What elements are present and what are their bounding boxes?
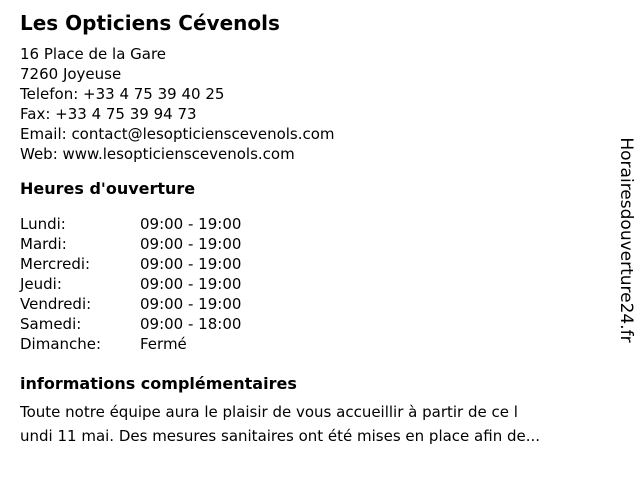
hours-day-label: Vendredi: bbox=[20, 295, 92, 313]
hours-time-value: 09:00 - 19:00 bbox=[140, 215, 242, 233]
hours-day-label: Samedi: bbox=[20, 315, 82, 333]
email-line: Email: contact@lesopticienscevenols.com bbox=[20, 125, 335, 143]
hours-day-label: Dimanche: bbox=[20, 335, 102, 353]
hours-row bbox=[20, 234, 610, 254]
hours-day-label: Mercredi: bbox=[20, 255, 91, 273]
additional-info-heading: informations complémentaires bbox=[20, 374, 297, 393]
additional-info-text bbox=[20, 400, 610, 448]
hours-time-value: Fermé bbox=[140, 335, 187, 353]
address-line-1: 16 Place de la Gare bbox=[20, 45, 167, 63]
hours-day-label: Mardi: bbox=[20, 235, 67, 253]
page-title: Les Opticiens Cévenols bbox=[20, 11, 280, 35]
site-watermark: Horairesdouverture24.fr bbox=[616, 137, 636, 343]
hours-time-value: 09:00 - 19:00 bbox=[140, 255, 242, 273]
hours-time-value: 09:00 - 19:00 bbox=[140, 235, 242, 253]
hours-row bbox=[20, 254, 610, 274]
fax-line: Fax: +33 4 75 39 94 73 bbox=[20, 105, 197, 123]
hours-row bbox=[20, 214, 610, 234]
opening-hours-heading: Heures d'ouverture bbox=[20, 179, 196, 198]
hours-row bbox=[20, 274, 610, 294]
hours-time-value: 09:00 - 19:00 bbox=[140, 295, 242, 313]
web-line: Web: www.lesopticienscevenols.com bbox=[20, 145, 295, 163]
hours-time-value: 09:00 - 19:00 bbox=[140, 275, 242, 293]
hours-row bbox=[20, 334, 610, 354]
additional-info-line-2: undi 11 mai. Des mesures sanitaires ont été mises en place afin de... bbox=[20, 427, 541, 445]
contact-block bbox=[20, 44, 610, 164]
hours-day-label: Jeudi: bbox=[20, 275, 62, 293]
hours-row bbox=[20, 314, 610, 334]
hours-row bbox=[20, 294, 610, 314]
phone-line: Telefon: +33 4 75 39 40 25 bbox=[20, 85, 225, 103]
hours-time-value: 09:00 - 18:00 bbox=[140, 315, 242, 333]
opening-hours-table bbox=[20, 214, 610, 354]
hours-day-label: Lundi: bbox=[20, 215, 66, 233]
address-line-2: 7260 Joyeuse bbox=[20, 65, 122, 83]
additional-info-line-1: Toute notre équipe aura le plaisir de vous accueillir à partir de ce l bbox=[20, 403, 518, 421]
